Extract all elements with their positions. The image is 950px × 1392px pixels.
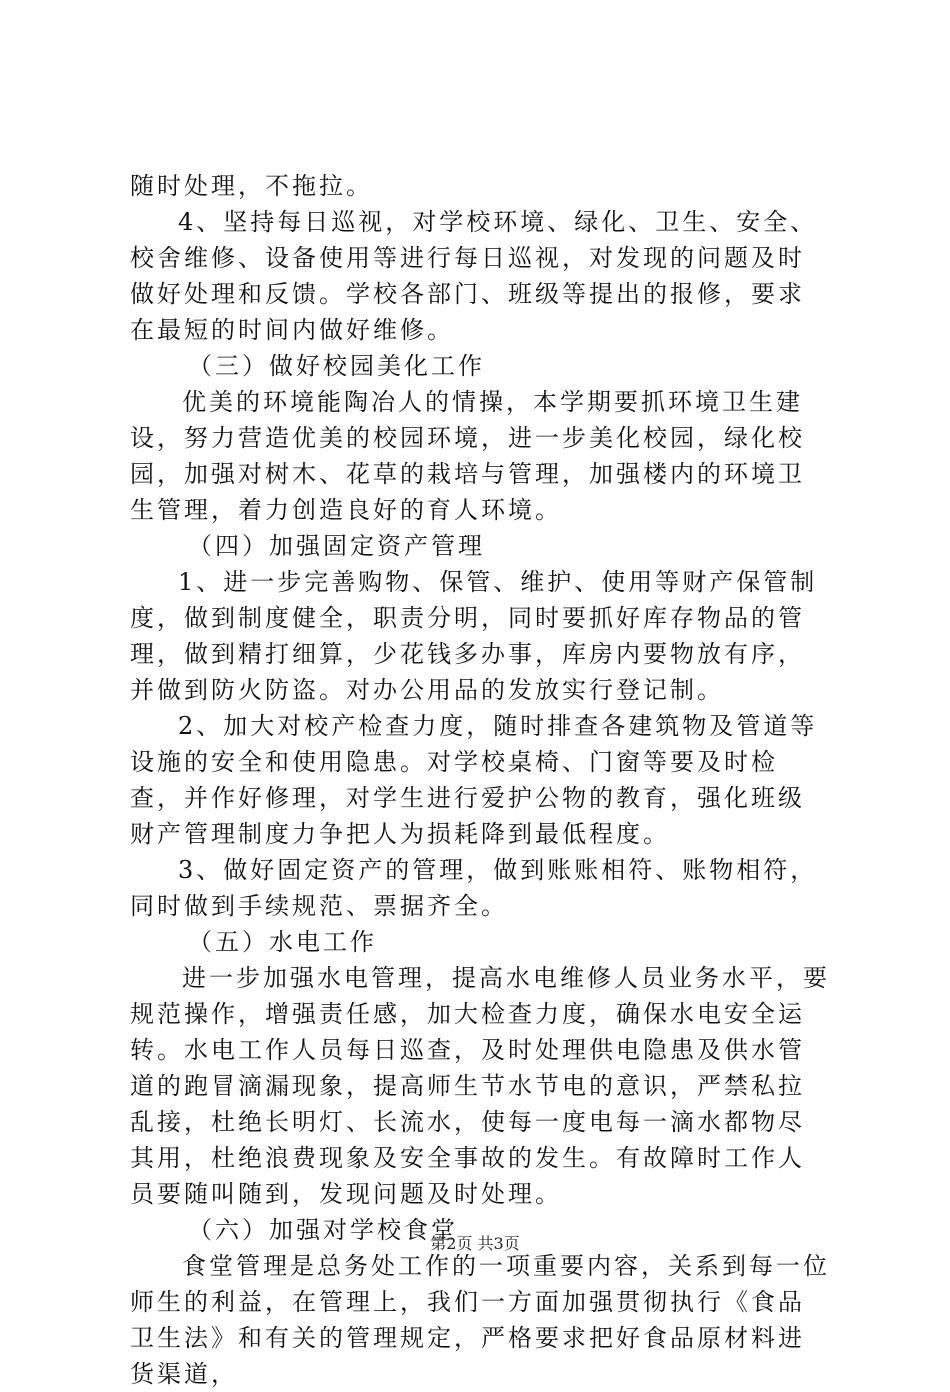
section-heading-4: （四）加强固定资产管理 <box>188 532 485 560</box>
section-heading-3: （三）做好校园美化工作 <box>188 352 485 380</box>
paragraph-continuation: 随时处理，不拖拉。 <box>130 172 373 200</box>
paragraph-water-electric: 进一步加强水电管理，提高水电维修人员业务水平，要规范操作，增强责任感，加大检查力度，确保水电安全运转。水电工作人员每日巡查，及时处理供电隐患及供水管道的跑冒滴漏现象，提高师生节水节电的意识，严禁私拉乱接，杜绝长明灯、长流水，使每一度电每一滴水都物尽其用，杜绝浪费现象及安全事故的发生。有故障时工作人员要随叫随到，发现问题及时处理。 <box>130 964 830 1208</box>
paragraph-canteen: 食堂管理是总务处工作的一项重要内容，关系到每一位师生的利益，在管理上，我们一方面加强贯彻执行《食品卫生法》和有关的管理规定，严格要求把好食品原材料进货渠道， <box>130 1252 830 1388</box>
paragraph-item-4: 4、坚持每日巡视，对学校环境、绿化、卫生、安全、校舍维修、设备使用等进行每日巡视，对发现的问题及时做好处理和反馈。学校各部门、班级等提出的报修，要求在最短的时间内做好维修。 <box>130 208 818 344</box>
document-body <box>130 168 830 1392</box>
section-heading-6: （六）加强对学校食堂 <box>188 1216 458 1244</box>
paragraph-asset-item-3: 3、做好固定资产的管理，做到账账相符、账物相符，同时做到手续规范、票据齐全。 <box>130 856 818 920</box>
page-footer: 第2页 共3页 <box>430 1234 520 1253</box>
paragraph-asset-item-2: 2、加大对校产检查力度，随时排查各建筑物及管道等设施的安全和使用隐患。对学校桌椅、门窗等要及时检查，并作好修理，对学生进行爱护公物的教育，强化班级财产管理制度力争把人为损耗降到最低程度。 <box>130 712 818 848</box>
section-heading-5: （五）水电工作 <box>188 928 377 956</box>
paragraph-asset-item-1: 1、进一步完善购物、保管、维护、使用等财产保管制度，做到制度健全，职责分明，同时要抓好库存物品的管理，做到精打细算，少花钱多办事，库房内要物放有序，并做到防火防盗。对办公用品的发放实行登记制。 <box>130 568 818 704</box>
paragraph-campus-beautification: 优美的环境能陶冶人的情操，本学期要抓环境卫生建设，努力营造优美的校园环境，进一步美化校园，绿化校园，加强对树木、花草的栽培与管理，加强楼内的环境卫生管理，着力创造良好的育人环境。 <box>130 388 805 524</box>
